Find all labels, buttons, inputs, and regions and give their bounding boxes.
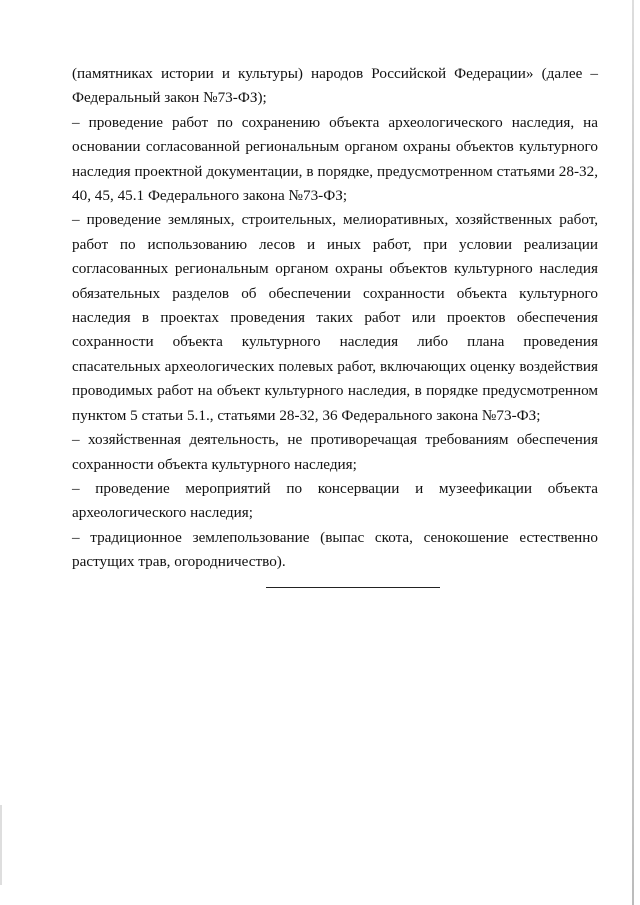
document-body <box>72 62 598 575</box>
paragraph-conservation: – проведение мероприятий по консервации и музеефикации объекта археологического наследия; <box>72 479 598 522</box>
paragraph-economic-activity: – хозяйственная деятельность, не противоречащая требованиям обеспечения сохранности объекта культурного наследия; <box>72 431 598 473</box>
paragraph-law-reference: (памятниках истории и культуры) народов Российской Федерации» (далее – Федеральный закон №73-ФЗ); <box>72 65 598 107</box>
paragraph-earthworks: – проведение земляных, строительных, мелиоративных, хозяйственных работ, работ по использованию лесов и иных работ, при условии реализации согласованных региональным органом охраны объектов культурного наследия обязательных разделов об обеспечении сохранности объекта культурного наследия в проектах проведения таких работ или проектов обеспечения сохранности объекта культурного наследия либо плана проведения спасательных археологических полевых работ, включающих оценку воздействия проводимых работ на объект культурного наследия, в порядке предусмотренном пунктом 5 статьи 5.1., статьями 28-32, 36 Федерального закона №73-ФЗ; <box>72 211 598 424</box>
page-edge-shadow-left <box>0 805 2 885</box>
end-of-text-divider <box>266 587 440 588</box>
paragraph-preservation-works: – проведение работ по сохранению объекта археологического наследия, на основании согласованной региональным органом охраны объектов культурного наследия проектной документации, в порядке, предусмотренном статьями 28-32, 40, 45, 45.1 Федерального закона №73-ФЗ; <box>72 113 598 205</box>
page-edge-shadow <box>632 0 634 905</box>
paragraph-land-use: – традиционное землепользование (выпас скота, сенокошение естественно растущих трав, огородничество). <box>72 528 598 571</box>
